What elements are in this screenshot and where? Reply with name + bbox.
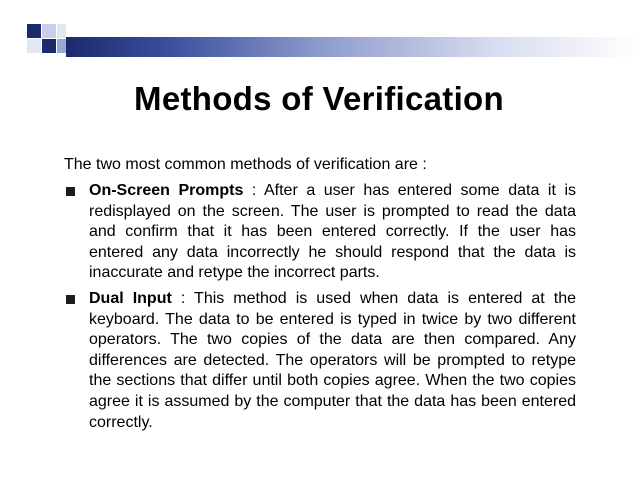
decorative-square (42, 24, 56, 38)
decorative-square (57, 24, 66, 38)
bullet-term: On-Screen Prompts (89, 182, 244, 199)
list-item (64, 181, 576, 284)
decorative-square (42, 39, 56, 53)
bullet-description: : This method is used when data is entered at the keyboard. The data to be entered is typed in twice by two different operators. The two copies of the data are then compared. Any differences are detected. The operators will be prompted to retype the sections that differ until both copies agree. When the two copies agree it is assumed by the computer that the data has been entered correctly. (89, 289, 576, 431)
filled-square-icon (66, 295, 75, 304)
bullet-description: : After a user has entered some data it is redisplayed on the screen. The user is prompted to read the data and confirm that it has been entered correctly. If the user has entered any data incorrectly he should respond that the data is inaccurate and retype the incorrect parts. (89, 182, 576, 282)
bullet-text (89, 181, 576, 284)
bullet-list (64, 181, 576, 438)
header-decoration (0, 0, 638, 60)
list-item (64, 289, 576, 433)
decorative-square (27, 24, 41, 38)
decorative-square (57, 39, 66, 53)
bullet-text (89, 289, 576, 433)
filled-square-icon (66, 187, 75, 196)
decorative-square (27, 39, 41, 53)
header-gradient-band (66, 37, 638, 57)
intro-text: The two most common methods of verification are : (64, 156, 427, 173)
slide-title: Methods of Verification (134, 80, 504, 117)
bullet-term: Dual Input (89, 289, 172, 307)
